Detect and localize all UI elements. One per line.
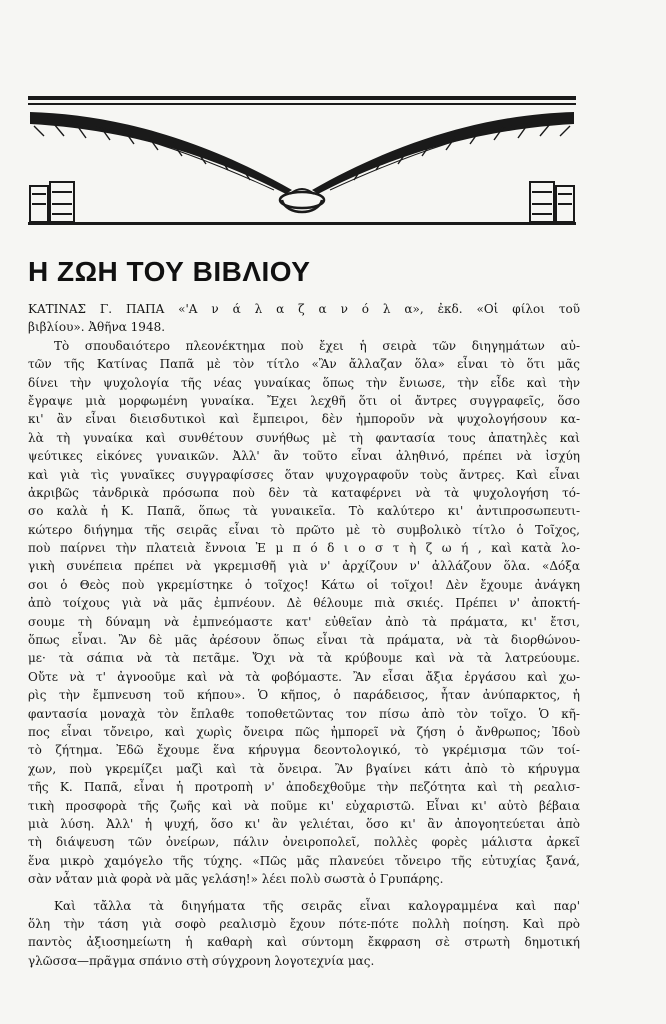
text-line: γλῶσσα—πρᾶγμα σπάνιο στὴ σύγχρονη λογοτεχνία μας. xyxy=(28,953,375,968)
text-line: σοι ὁ Θεὸς ποὺ γκρεμίστηκε ὁ τοῖχος! Κάτω οἱ τοῖχοι! Δὲν ἔχουμε ἀνάγκη xyxy=(28,577,580,592)
text-line: ἕνα μικρὸ χαμόγελο τῆς τύχης. «Πῶς μᾶς πλανεύει τὄνειρο τῆς εὐτυχίας ξανά, xyxy=(28,853,580,868)
text-line: ἔγραψε μιὰ μορφωμένη γυναίκα. Ἔχει λεχθῆ ὅτι οἱ ἄντρες συγγραφεῖς, ὅσο xyxy=(28,393,580,408)
text-line: ρὶς τὴν ἔμπνευση τοῦ κήπου». Ὁ κῆπος, ὁ παράδεισος, ἦταν ἀνύπαρκτος, ἡ xyxy=(28,688,580,703)
text-line: καὶ γιὰ τὶς γυναῖκες συγγραφίσσες ὅταν ψυχογραφοῦν τοὺς ἄντρες. Καὶ εἶναι xyxy=(28,467,580,482)
text-line: ἀκριβῶς τἀνδρικὰ πρόσωπα ποὺ δὲν τὰ καταφέρνει νὰ τὰ ψυχολογήση τό- xyxy=(28,485,580,500)
text-line: φαντασία μοναχὰ τὸν ἔπλαθε τοποθετῶντας τον πίσω ἀπὸ τὸν τοῖχο. Ὁ κῆ- xyxy=(28,706,580,721)
text-line: ψεύτικες εἰκόνες γυναικῶν. Ἀλλ' ἂν τοῦτο εἶναι ἀληθινό, πρέπει νὰ ἰσχύη xyxy=(28,449,580,464)
text-line: τὴ διάψευση τῶν ὀνείρων, πάλιν ὀνειροπολεῖ, πολλὲς φορὲς μάλιστα ἀρκεῖ xyxy=(28,835,580,850)
page-title: Η ΖΩΗ ΤΟΥ ΒΙΒΛΙΟΥ xyxy=(28,256,311,287)
decorative-banner xyxy=(24,94,580,230)
text-line: τῶν τῆς Κατίνας Παπᾶ μὲ τὸν τίτλο «Ἂν ἄλλαζαν ὅλα» εἶναι τὸ ὅτι μᾶς xyxy=(28,357,580,372)
text-line: σουμε τὴ δύναμη νὰ ἐμπνεόμαστε κατ' εὐθεῖαν ἀπὸ τὰ πράματα, κι' ἔτσι, xyxy=(28,614,580,629)
text-line: ποὺ παίρνει τὴν πλατειὰ ἔννοια Ἐ μ π ό δ ι ο σ τ ὴ ζ ω ή , καὶ κατὰ λο- xyxy=(28,541,580,556)
text-line: γικὴ συνέπεια πρέπει νὰ γκρεμισθῆ γιὰ ν' ἀρχίζουν ν' ἀλλάζουν ὅλα. «Δόξα xyxy=(28,559,580,574)
text-line: πος εἶναι τὄνειρο, καὶ χωρὶς ὄνειρα πῶς ἠμπορεῖ νὰ ζήση ὁ ἄνθρωπος; Ἰδοὺ xyxy=(28,724,580,739)
paragraph-2 xyxy=(28,897,580,971)
text-line: μιὰ λύση. Ἀλλ' ἡ ψυχή, ὅσο κι' ἂν γελιέται, ὅσο κι' ἂν ἀπογοητεύεται ἀπὸ xyxy=(28,816,580,831)
text-line: Καὶ τἄλλα τὰ διηγήματα τῆς σειρᾶς εἶναι καλογραμμένα καὶ παρ' xyxy=(54,898,580,913)
text-line: τῆς Κ. Παπᾶ, εἶναι ἡ προτροπὴ ν' ἀποδεχθοῦμε τὴν πεζότητα καὶ τὴ ρεαλισ- xyxy=(28,780,580,795)
text-line: δίνει τὴν ψυχολογία τῆς νέας γυναίκας ὅπως τὴν ἔνιωσε, τὴν εἶδε καὶ τὴν xyxy=(28,375,580,390)
text-line: τὸ ζήτημα. Ἐδῶ ἔχουμε ἕνα κήρυγμα δεοντολογικό, τὸ γκρέμισμα τῶν τοί- xyxy=(28,743,580,758)
text-line: με· τὰ σάπια νὰ τὰ πετᾶμε. Ὄχι νὰ τὰ κρύβουμε καὶ νὰ τὰ λατρεύουμε. xyxy=(28,651,580,666)
text-line: τικὴ προσφορὰ τῆς ζωῆς καὶ νὰ ποῦμε κι' εὐχαριστῶ. Εἶναι κι' αὐτὸ βέβαια xyxy=(28,798,580,813)
text-line: σὰν νἆταν μιὰ φορὰ νὰ μᾶς γελάση!» λέει πολὺ σωστὰ ὁ Γρυπάρης. xyxy=(28,872,444,887)
text-line: κώτερο διήγημα τῆς σειρᾶς εἶναι τὸ πρῶτο μὲ τὸ συμβολικὸ τίτλο ὁ Τοῖχος, xyxy=(28,522,580,537)
text-line: ἀπὸ τοίχους γιὰ νὰ μᾶς ἐμπνέουν. Δὲ θέλουμε πιὰ σκιές. Πρέπει ν' ἀποκτή- xyxy=(28,596,580,611)
text-line: κι' ἂν εἶναι διεισδυτικοὶ καὶ ἔμπειροι, δὲν ἠμποροῦν νὰ ψυχολογήσουν κα- xyxy=(28,412,580,427)
text-line: παντὸς ἀξιοσημείωτη ἡ καθαρὴ καὶ σύντομη ἔκφραση σὲ στρωτὴ δημοτική xyxy=(28,935,580,950)
text-line: σο καλὰ ἡ Κ. Παπᾶ, ὅπως τὰ γυναικεῖα. Τὸ καλύτερο κι' ἀντιπροσωπευτι- xyxy=(28,504,580,519)
text-line: ὅπως εἶναι. Ἂν δὲ μᾶς ἀρέσουν ὅπως εἶναι τὰ πράματα, νὰ τὰ διορθώνου- xyxy=(28,633,580,648)
review-text xyxy=(28,300,580,970)
citation-line: βιβλίου». Ἀθῆνα 1948. xyxy=(28,320,166,335)
paragraph-1 xyxy=(28,337,580,889)
citation-line: ΚΑΤΙΝΑΣ Γ. ΠΑΠΑ «'Α ν ά λ α ζ α ν ό λ α», ἐκδ. «Οἱ φίλοι τοῦ xyxy=(28,302,580,316)
text-line: Τὸ σπουδαιότερο πλεονέκτημα ποὺ ἔχει ἡ σειρὰ τῶν διηγημάτων αὐ- xyxy=(54,338,580,353)
books-left-icon xyxy=(30,182,74,222)
text-line: χων, ποὺ γκρεμίζει μαζὶ καὶ τὰ ὄνειρα. Ἂν βγαίνει κάτι ἀπὸ τὸ κήρυγμα xyxy=(28,761,580,776)
text-line: λὰ τὴ γυναίκα καὶ συνθέτουν συνήθως μὲ τὴ φαντασία τους ἀπατηλὲς καὶ xyxy=(28,430,580,445)
text-line: Οὔτε νὰ τ' ἀγνοοῦμε καὶ νὰ τὰ φοβόμαστε. Ἂν εἶσαι ἄξια ἐργάσου καὶ χω- xyxy=(28,669,580,684)
text-line: ὅλη τὴν τάση γιὰ σοφὸ ρεαλισμὸ ἔχουν πότε-πότε πολλὴ ποίηση. Καὶ πρὸ xyxy=(28,916,580,931)
books-right-icon xyxy=(530,182,574,222)
review-citation xyxy=(28,300,580,337)
